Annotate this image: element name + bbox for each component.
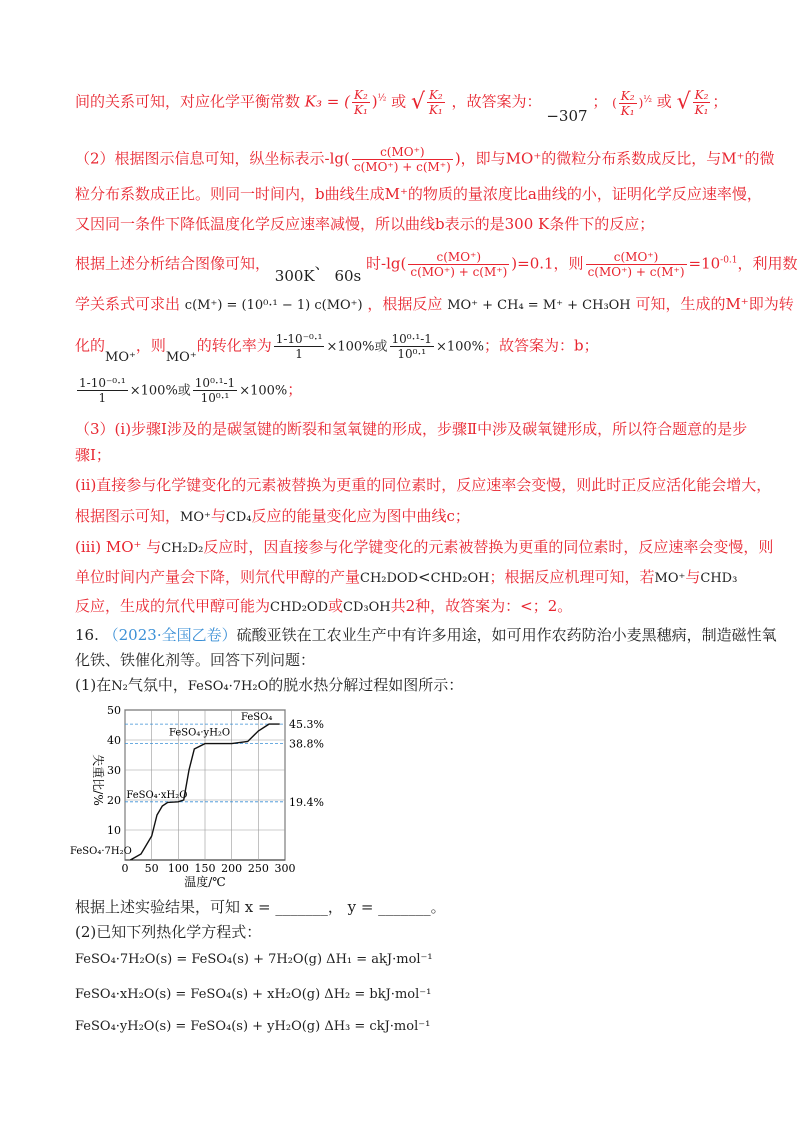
text: ；根据反应机理可知，若	[489, 568, 655, 586]
numerator: K₂	[694, 88, 709, 102]
q16-line-1	[75, 625, 777, 645]
answer2-line-1	[75, 145, 775, 174]
text: 化的	[75, 336, 106, 355]
formula: CH₂DOD	[360, 571, 419, 586]
mo-ion: MO⁺	[654, 571, 686, 586]
text: 根据上述分析结合图像可知，	[75, 254, 271, 273]
fraction	[390, 332, 434, 361]
exponent: -0.1	[720, 255, 738, 266]
formula: CD₃OH	[343, 600, 391, 615]
text: 反应，生成的氘代甲醇可能为	[75, 597, 271, 615]
answer3-line-3: (ii)直接参与化学键变化的元素被替换为更重的同位素时，反应速率会变慢，则此时正反应活化能会增大，	[75, 476, 772, 494]
fraction	[408, 250, 509, 279]
text: ，利用数	[737, 254, 798, 273]
numerator: 10⁰·¹-1	[391, 332, 432, 346]
text: 时-lg(	[366, 254, 407, 273]
answer2-line-5	[75, 294, 794, 316]
text: 反应时，因直接参与化学键变化的元素被替换为更重的同位素时，反应速率会变慢，则	[203, 538, 774, 556]
denominator: K₁	[428, 103, 443, 117]
text: =10	[688, 254, 721, 273]
formula: FeSO₄·7H₂O	[187, 679, 269, 694]
chart-y-label: 失重比/%	[91, 754, 105, 806]
mo-ion: MO⁺	[165, 349, 197, 365]
q16-line-3	[75, 675, 463, 697]
close-paren: )	[371, 92, 378, 111]
text: ×100%	[435, 339, 484, 355]
x-tick-label: 300	[274, 862, 296, 875]
q16-line-2: 化铁、铁催化剂等。回答下列问题：	[75, 651, 316, 669]
semicolon: ；	[712, 92, 728, 111]
text: (iii) MO⁺ 与	[75, 538, 162, 556]
y-tick-label: 20	[107, 794, 121, 807]
answer2-line-3: 又因同一条件下降低温度化学反应速率减慢，所以曲线b表示的是300 K条件下的反应；	[75, 215, 655, 233]
denominator: 1	[98, 391, 107, 405]
numerator: 1-10⁻⁰·¹	[275, 332, 323, 346]
text: ×100%或	[326, 339, 388, 355]
answer-line-1: 间的关系可知，对应化学平衡常数 K₃ = ( $\frac{\text{K₂}}{\text{K₁}}$ )$^{\frac{1}{2}}$ 或 √ $\frac{\text{K₂}}{\text{K₁}}$ ，故答案为： −307 ； ( $\frac{\text{K₂}}{\text{K₁}}$ )$^{\frac{1}{2}}$ 或 √ $\frac{\text{K₂}}{\text{K₁}}$ ；	[75, 88, 728, 125]
text: 的转化率为	[196, 336, 272, 355]
text: (1)在	[75, 676, 112, 694]
text: 反应的能量变化应为图中曲线c；	[251, 507, 470, 525]
denominator: c(MO⁺) + c(M⁺)	[587, 265, 685, 279]
chd3: CHD₃	[700, 571, 738, 586]
annotation-label: FeSO₄·7H₂O	[70, 846, 132, 857]
text: 共2种，故答案为：<；2。	[390, 597, 573, 615]
less-than: <	[418, 568, 431, 586]
text: 与	[210, 507, 226, 525]
answer3-line-1: （3）(i)步骤Ⅰ涉及的是碳氢键的断裂和氢氧键的形成，步骤Ⅱ中涉及碳氧键形成，所以符合题意的是步	[75, 420, 748, 438]
fraction-mo	[352, 145, 453, 174]
numerator: K₂	[353, 88, 368, 102]
n2: N₂	[111, 679, 128, 694]
question-number: 16.	[75, 626, 99, 644]
x-tick-label: 100	[167, 862, 189, 875]
text: ，故答案为：	[451, 92, 542, 111]
formula: CHD₂OH	[430, 571, 490, 586]
text: 学关系式可求出	[75, 295, 181, 313]
answer3-line-7	[75, 596, 572, 618]
text: ，根据反应	[367, 295, 443, 313]
q16-fill-line: 根据上述实验结果，可知 x = _______， y = _______。	[75, 898, 446, 916]
thermo-eq-3: FeSO₄·yH₂O(s) = FeSO₄(s) + yH₂O(g) ΔH₃ = ckJ·mol⁻¹	[75, 1019, 431, 1034]
ch2d2: CH₂D₂	[161, 541, 204, 556]
semicolon: ；	[592, 92, 608, 111]
answer3-line-2: 骤Ⅰ；	[75, 446, 111, 464]
q16-part2: (2)已知下列热化学方程式：	[75, 923, 262, 941]
fraction	[274, 332, 325, 361]
answer3-line-6	[75, 567, 737, 589]
mo-ion: MO⁺	[180, 510, 211, 525]
numerator: K₂	[428, 88, 443, 102]
answer3-line-4	[75, 506, 470, 528]
text: 气氛中，	[127, 676, 188, 694]
denominator: 1	[295, 347, 303, 361]
text: 间的关系可知，对应化学平衡常数	[75, 92, 301, 111]
thermo-eq-2: FeSO₄·xH₂O(s) = FeSO₄(s) + xH₂O(g) ΔH₂ = bkJ·mol⁻¹	[75, 987, 432, 1002]
text: ，则	[135, 336, 166, 355]
question-source[interactable]: （2023·全国乙卷）	[103, 626, 237, 644]
reaction: MO⁺ + CH₄ = M⁺ + CH₃OH	[447, 298, 631, 313]
numerator: c(MO⁺)	[352, 145, 453, 160]
text: 可知，生成的M⁺即为转	[635, 295, 794, 313]
fraction	[586, 250, 687, 279]
text: ( $\frac{\text{K₂}}{\text{K₁}}$ )$^{\frac{1}{2}}$	[612, 88, 652, 118]
denominator: c(MO⁺) + c(M⁺)	[353, 160, 451, 174]
text: 单位时间内产量会下降，则氘代甲醇的产量	[75, 568, 361, 586]
fraction	[193, 376, 237, 405]
fraction	[77, 376, 128, 405]
text: ；	[287, 380, 303, 399]
answer2-line-4: 根据上述分析结合图像可知， 300K、 60s 时-lg( $\frac{c(MO^+)}{c(MO^+) + c(M^+)}$ )=0.1，则 $\frac{c(MO^+)}{c(MO^+) + c(M^+)}$ $=10^{-0.1}$，利用数	[75, 250, 798, 285]
x-tick-label: 50	[144, 862, 159, 875]
y-tick-label: 30	[107, 764, 121, 777]
text: 与	[685, 568, 701, 586]
sqrt-fraction	[427, 88, 445, 117]
answer2-line-2: 粒分布系数成正比。则同一时间内，b曲线生成M⁺的物质的量浓度比a曲线的小，证明化学反应速率慢，	[75, 185, 762, 203]
numerator: 10⁰·¹-1	[194, 376, 236, 390]
numerator: c(MO⁺)	[408, 250, 509, 265]
annotation-label: FeSO₄·xH₂O	[126, 789, 188, 801]
annotation-label: FeSO₄	[241, 712, 273, 724]
reference-label: 45.3%	[289, 718, 324, 732]
answer2-line-6	[75, 332, 599, 365]
text: 根据图示可知，	[75, 507, 181, 525]
or-text: 或	[656, 92, 672, 111]
text: )=0.1，则	[511, 254, 584, 273]
x-tick-label: 250	[247, 862, 269, 875]
cd4: CD₄	[225, 510, 252, 525]
numerator: c(MO⁺)	[586, 250, 687, 265]
answer3-line-5	[75, 537, 773, 559]
text: )，即与MO⁺的微粒分布系数成反比，与M⁺的微	[454, 149, 775, 168]
text: ×100%或	[129, 383, 191, 399]
denominator: 10⁰·¹	[200, 391, 230, 405]
or-text: 或	[391, 92, 407, 111]
denominator: K₁	[694, 103, 709, 117]
answer2-line-7	[75, 376, 302, 405]
x-tick-label: 150	[194, 862, 216, 875]
text: 的脱水热分解过程如图所示：	[268, 676, 464, 694]
reference-label: 38.8%	[289, 737, 324, 751]
denominator: 10⁰·¹	[397, 347, 427, 361]
mo-ion: MO⁺	[105, 349, 136, 365]
x-tick-label: 200	[221, 862, 243, 875]
text: （2）根据图示信息可知，纵坐标表示-lg(	[75, 149, 350, 168]
fraction-k2-k1	[352, 88, 370, 117]
annotation-label: FeSO₄·yH₂O	[169, 727, 231, 739]
text: ；故答案为：b；	[484, 336, 599, 355]
denominator: c(MO⁺) + c(M⁺)	[410, 265, 508, 279]
temp-300k: 300K	[274, 266, 315, 285]
text: ×100%	[239, 383, 288, 399]
numerator: K₂	[620, 88, 635, 103]
text: 硫酸亚铁在工农业生产中有许多用途，如可用作农药防治小麦黑穗病，制造磁性氧	[236, 626, 777, 644]
x-tick-label: 0	[121, 862, 129, 875]
y-tick-label: 10	[107, 824, 121, 837]
denominator: K₁	[620, 103, 635, 118]
y-tick-label: 50	[107, 704, 121, 717]
chart-x-label: 温度/℃	[184, 875, 226, 889]
y-tick-label: 40	[107, 734, 121, 747]
thermo-eq-1: FeSO₄·7H₂O(s) = FeSO₄(s) + 7H₂O(g) ΔH₁ = akJ·mol⁻¹	[75, 952, 433, 967]
numerator: 1-10⁻⁰·¹	[79, 376, 126, 390]
k3-expression: K₃ = (	[304, 92, 350, 111]
time-60s: 60s	[334, 266, 362, 285]
formula: CHD₂OD	[270, 600, 329, 615]
reference-label: 19.4%	[289, 795, 324, 809]
denominator: K₁	[353, 103, 368, 117]
equation: c(M⁺) = (10⁰·¹ − 1) c(MO⁺)	[184, 298, 363, 313]
value-neg307: −307	[546, 106, 588, 125]
or-text: 或	[328, 597, 344, 615]
dehydration-chart	[70, 700, 370, 890]
